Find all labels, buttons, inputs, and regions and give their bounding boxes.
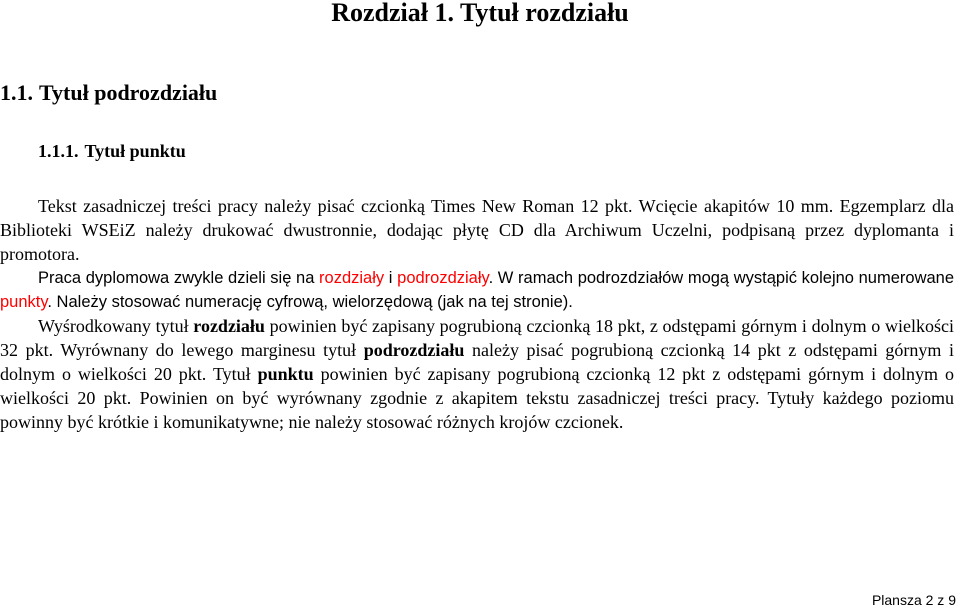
p3-text-3: należy pisać pogrubioną czcionką 14 pkt z odstępami górnym i dolnym o wielkości 20 pkt. Tytuł <box>0 340 955 384</box>
point-number: 1.1.1. <box>38 141 79 161</box>
p3-text-1: Wyśrodkowany tytuł <box>38 316 194 336</box>
p3-bold-punktu: punktu <box>257 364 314 384</box>
p2-text-1: Praca dyplomowa zwykle dzieli się na <box>38 269 320 287</box>
paragraph-3 <box>0 314 954 434</box>
p3-text-2: powinien być zapisany pogrubioną czcionką 18 pkt, z odstępami górnym i dolnym o wielkości 32 pkt. Wyrównany do lewego marginesu tytuł <box>0 316 954 360</box>
subchapter-title-text: Tytuł podrozdziału <box>39 80 218 105</box>
paragraph-2 <box>0 266 954 314</box>
p3-text-4: powinien być zapisany pogrubioną czcionką 12 pkt z odstępami górnym i dolnym o wielkości 20 pkt. Powinien on być wyrównany zgodnie z akapitem tekstu zasadniczej treści pracy. Tytuły każdego poziomu powinny być krótkie i komunikatywne; nie należy stosować różnych krojów czcionek. <box>0 364 954 432</box>
chapter-label: Rozdział 1. <box>331 0 454 27</box>
page-counter: Plansza 2 z 9 <box>871 592 956 608</box>
p2-highlight-punkty: punkty <box>0 293 48 311</box>
p2-text-2: i <box>384 269 398 287</box>
p3-bold-rozdzialu: rozdziału <box>193 316 265 336</box>
paragraph-1: Tekst zasadniczej treści pracy należy pisać czcionką Times New Roman 12 pkt. Wcięcie akapitów 10 mm. Egzemplarz dla Biblioteki WSEiZ należy drukować dwustronnie, dodając płytę CD dla Archiwum Uczelni, podpisaną przez dyplomanta i promotora. <box>0 196 954 264</box>
p2-highlight-rozdzialy: rozdziały <box>319 269 385 287</box>
chapter-title-text: Tytuł rozdziału <box>460 0 629 27</box>
chapter-title <box>0 0 960 28</box>
p2-text-4: . Należy stosować numerację cyfrową, wielorzędową (jak na tej stronie). <box>47 293 573 311</box>
subchapter-title <box>0 80 217 106</box>
body-text <box>0 194 954 434</box>
p2-text-3: . W ramach podrozdziałów mogą wystąpić kolejno numerowane <box>488 269 955 287</box>
subchapter-number: 1.1. <box>0 80 33 105</box>
p3-bold-podrozdzialu: podrozdziału <box>363 340 465 360</box>
point-title <box>38 141 186 162</box>
point-title-text: Tytuł punktu <box>84 141 186 161</box>
p2-highlight-podrozdzialy: podrozdziały <box>397 269 489 287</box>
